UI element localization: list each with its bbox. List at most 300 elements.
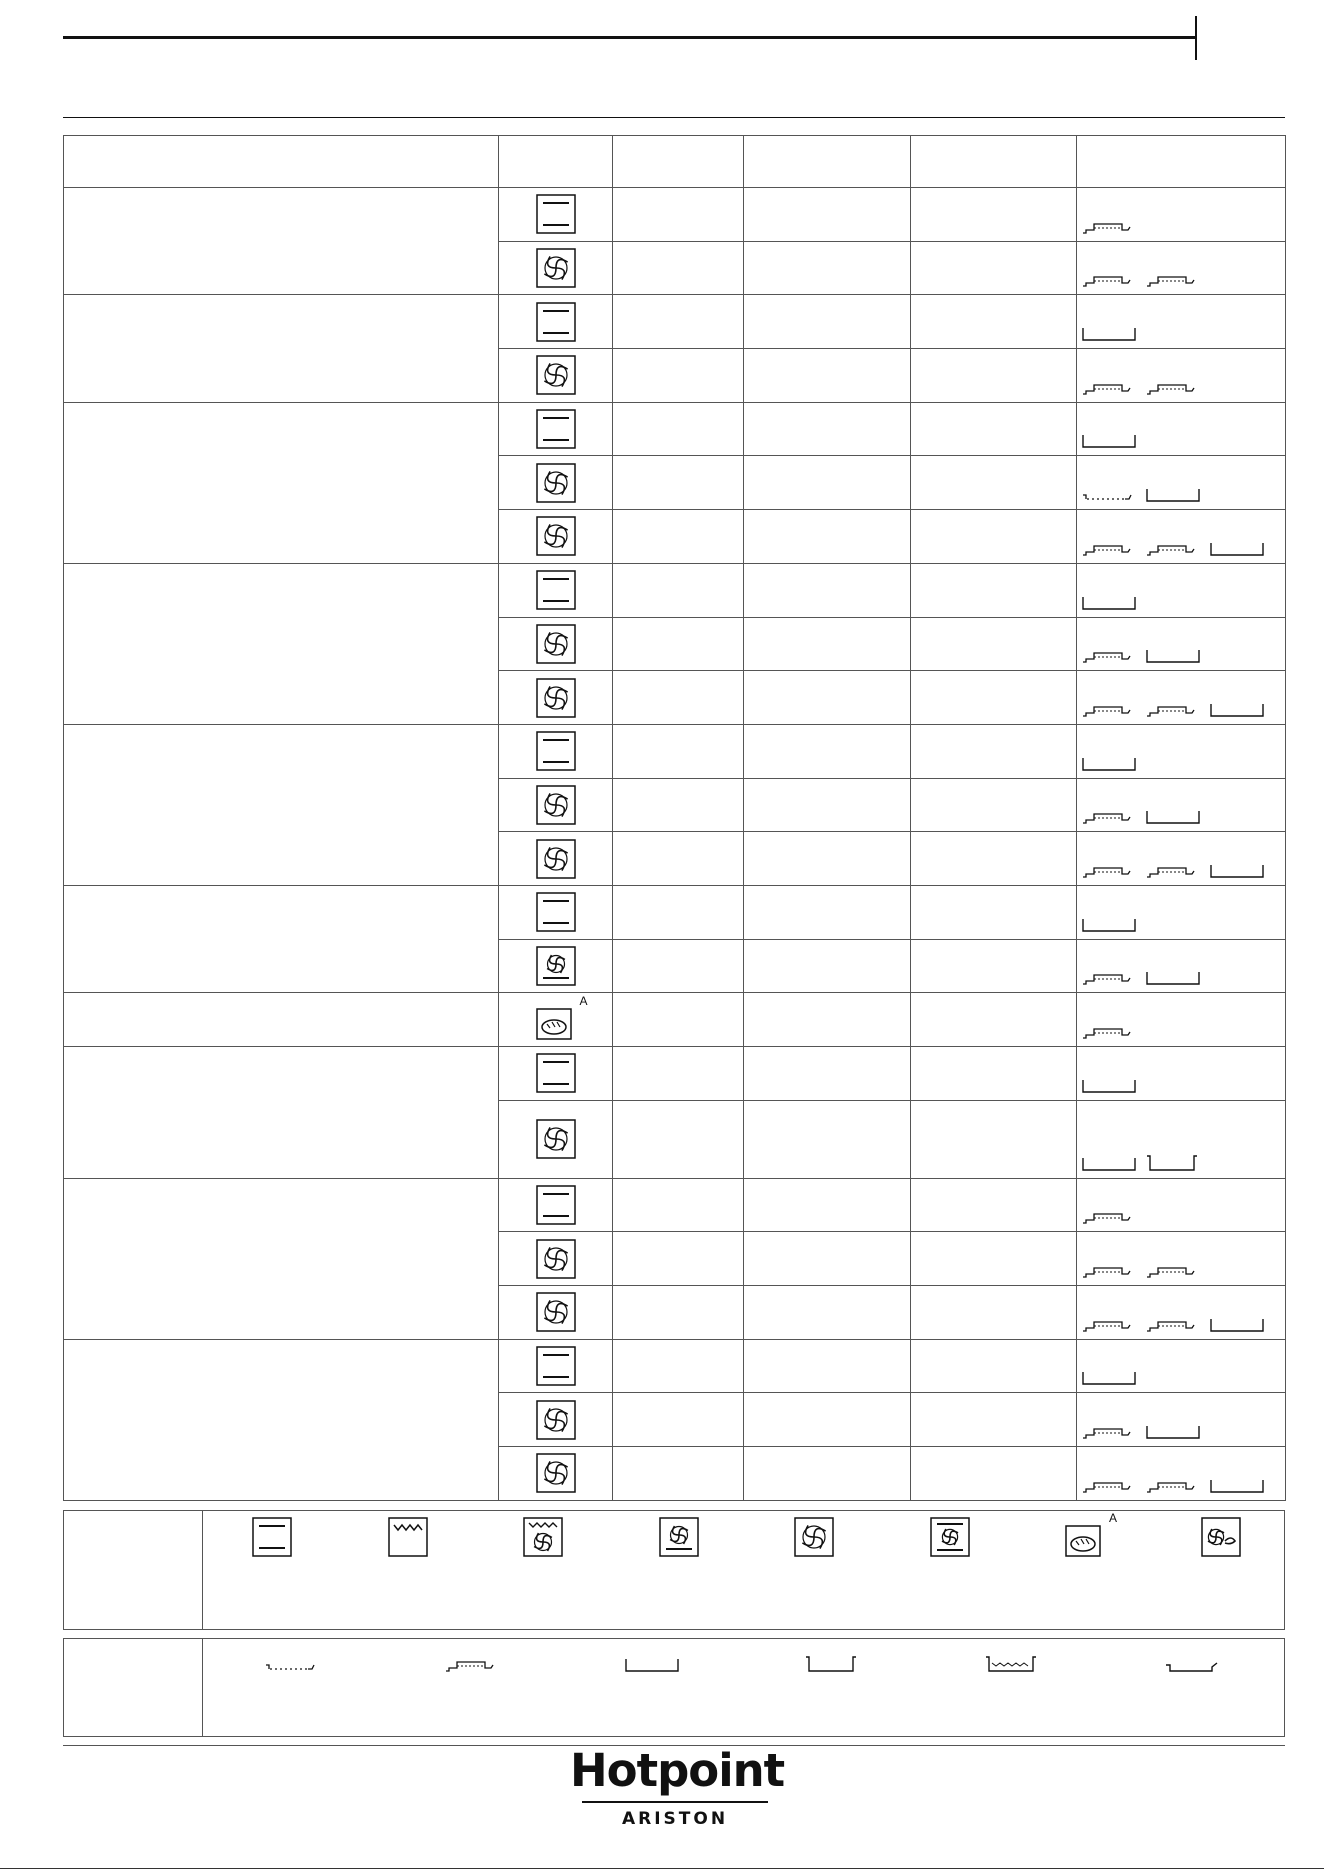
time-cell — [911, 402, 1077, 456]
top-rule-tick — [1195, 16, 1197, 60]
preheat-cell — [613, 832, 744, 886]
baking-tray-icon — [1081, 1074, 1137, 1096]
baking-tray-icon — [1209, 1313, 1265, 1335]
temperature-cell — [744, 1178, 911, 1232]
wire-shelf-tray-icon — [1081, 1020, 1137, 1042]
accessories-cell — [1077, 832, 1286, 886]
wire-shelf-tray-icon — [1081, 698, 1137, 720]
preheat-cell — [613, 563, 744, 617]
accessory-set — [1081, 1074, 1145, 1096]
fan-oven-icon — [536, 785, 576, 825]
accessories-cell — [1077, 1393, 1286, 1447]
legend-accessory-slot — [764, 1653, 900, 1713]
temperature-cell — [744, 724, 911, 778]
time-cell — [911, 456, 1077, 510]
wire-shelf-icon — [264, 1653, 320, 1675]
drip-tray-water-icon — [984, 1653, 1040, 1675]
preheat-cell — [613, 1447, 744, 1501]
accessory-set — [1081, 1020, 1145, 1042]
function-cell — [499, 724, 613, 778]
time-cell — [911, 724, 1077, 778]
baking-tray-icon — [1209, 1474, 1265, 1496]
accessory-set — [1081, 429, 1145, 451]
legend-accessory-slot — [584, 1653, 720, 1713]
accessories-legend — [63, 1638, 1285, 1737]
accessory-set — [1081, 268, 1209, 290]
baking-tray-icon — [1081, 1152, 1137, 1174]
function-icon-wrap — [536, 993, 588, 1040]
baking-tray-icon — [1145, 805, 1201, 827]
accessory-set — [1081, 698, 1273, 720]
function-cell — [499, 1339, 613, 1393]
table-row — [64, 1047, 1286, 1101]
wire-shelf-tray-icon — [1081, 859, 1137, 881]
baking-tray-icon — [1145, 966, 1201, 988]
temperature-cell — [744, 510, 911, 564]
function-cell — [499, 295, 613, 349]
temperature-cell — [744, 1339, 911, 1393]
section-rule — [63, 117, 1285, 118]
temperature-cell — [744, 778, 911, 832]
time-cell — [911, 1286, 1077, 1340]
time-cell — [911, 939, 1077, 993]
brand-sub: ARISTON — [621, 1809, 729, 1829]
wire-shelf-icon — [1081, 483, 1137, 505]
preheat-cell — [613, 241, 744, 295]
fan-oven-icon — [536, 1239, 576, 1279]
baking-tray-icon — [1081, 591, 1137, 613]
conventional-icon — [536, 302, 576, 342]
wire-shelf-tray-icon — [1145, 1474, 1201, 1496]
function-icon-wrap — [536, 1185, 576, 1225]
accessories-cell — [1077, 1178, 1286, 1232]
function-icon-wrap — [536, 1239, 576, 1279]
conventional-icon — [536, 1346, 576, 1386]
function-icon-wrap — [536, 946, 576, 986]
recipe-cell — [64, 402, 499, 563]
auto-badge: A — [579, 993, 588, 1008]
header-function — [499, 136, 613, 188]
accessories-cell — [1077, 939, 1286, 993]
temperature-cell — [744, 349, 911, 403]
accessory-set — [1081, 591, 1145, 613]
function-cell — [499, 1232, 613, 1286]
legend-function-slot — [611, 1517, 747, 1577]
table-row — [64, 1339, 1286, 1393]
time-cell — [911, 993, 1077, 1047]
fan-oven-icon — [536, 1292, 576, 1332]
preheat-cell — [613, 295, 744, 349]
temperature-cell — [744, 1100, 911, 1178]
bread-auto-icon — [536, 1000, 576, 1040]
accessory-set — [1081, 644, 1209, 666]
recipe-cell — [64, 993, 499, 1047]
accessories-legend-label-cell — [64, 1639, 203, 1736]
preheat-cell — [613, 724, 744, 778]
preheat-cell — [613, 349, 744, 403]
preheat-cell — [613, 671, 744, 725]
temperature-cell — [744, 617, 911, 671]
wire-shelf-tray-icon — [1081, 1474, 1137, 1496]
brand-logo — [570, 1744, 785, 1829]
preheat-cell — [613, 188, 744, 242]
function-cell — [499, 349, 613, 403]
function-icon-wrap — [536, 302, 576, 342]
function-icon-wrap — [536, 516, 576, 556]
baking-tray-icon — [1145, 644, 1201, 666]
cooking-table — [63, 135, 1286, 1501]
baking-tray-icon — [1081, 429, 1137, 451]
function-cell — [499, 563, 613, 617]
time-cell — [911, 349, 1077, 403]
legend-function-slot — [1153, 1517, 1289, 1577]
recipe-cell — [64, 885, 499, 992]
temperature-cell — [744, 241, 911, 295]
wire-shelf-tray-icon — [1081, 966, 1137, 988]
table-body — [64, 188, 1286, 1501]
accessories-cell — [1077, 724, 1286, 778]
time-cell — [911, 885, 1077, 939]
preheat-cell — [613, 456, 744, 510]
wire-shelf-tray-icon — [1081, 1205, 1137, 1227]
baking-tray-icon — [1081, 752, 1137, 774]
function-cell — [499, 402, 613, 456]
accessories-cell — [1077, 349, 1286, 403]
accessory-set — [1081, 1152, 1209, 1174]
header-temperature — [744, 136, 911, 188]
recipe-cell — [64, 188, 499, 295]
accessories-cell — [1077, 402, 1286, 456]
temperature-cell — [744, 1286, 911, 1340]
accessory-set — [1081, 1259, 1209, 1281]
baking-tray-icon — [1145, 483, 1201, 505]
function-icon-wrap — [536, 355, 576, 395]
legend-function-slot — [204, 1517, 340, 1577]
preheat-cell — [613, 510, 744, 564]
fan-oven-icon — [536, 1453, 576, 1493]
function-cell — [499, 671, 613, 725]
table-row — [64, 188, 1286, 242]
wire-shelf-tray-icon — [1145, 1313, 1201, 1335]
temperature-cell — [744, 1232, 911, 1286]
time-cell — [911, 1232, 1077, 1286]
time-cell — [911, 1047, 1077, 1101]
function-cell — [499, 1393, 613, 1447]
functions-legend-label-cell — [64, 1511, 203, 1629]
accessories-cell — [1077, 456, 1286, 510]
accessories-cell — [1077, 885, 1286, 939]
wire-shelf-tray-icon — [1081, 1313, 1137, 1335]
temperature-cell — [744, 295, 911, 349]
preheat-cell — [613, 1232, 744, 1286]
deep-pan-icon — [804, 1653, 860, 1675]
accessories-cell — [1077, 993, 1286, 1047]
preheat-cell — [613, 885, 744, 939]
accessory-set — [1081, 215, 1145, 237]
wire-shelf-tray-icon — [1145, 859, 1201, 881]
fan-oven-icon — [536, 678, 576, 718]
function-cell — [499, 617, 613, 671]
function-icon-wrap — [536, 678, 576, 718]
time-cell — [911, 1447, 1077, 1501]
time-cell — [911, 563, 1077, 617]
time-cell — [911, 1178, 1077, 1232]
function-cell — [499, 993, 613, 1047]
eco-fan-icon — [1201, 1517, 1241, 1557]
accessories-cell — [1077, 1232, 1286, 1286]
accessories-cell — [1077, 1100, 1286, 1178]
wire-shelf-tray-icon — [1145, 537, 1201, 559]
wire-shelf-tray-icon — [1145, 376, 1201, 398]
time-cell — [911, 617, 1077, 671]
function-icon-wrap — [536, 839, 576, 879]
header-recipe — [64, 136, 499, 188]
function-icon-wrap — [536, 1346, 576, 1386]
function-icon-wrap — [536, 1453, 576, 1493]
recipe-cell — [64, 1178, 499, 1339]
table-row — [64, 724, 1286, 778]
preheat-cell — [613, 1393, 744, 1447]
function-cell — [499, 510, 613, 564]
recipe-cell — [64, 1339, 499, 1500]
function-icon-wrap — [536, 1292, 576, 1332]
accessories-cell — [1077, 778, 1286, 832]
accessory-set — [1081, 1205, 1145, 1227]
preheat-cell — [613, 1178, 744, 1232]
table-header — [64, 136, 1286, 188]
function-cell — [499, 1178, 613, 1232]
legend-function-slot — [882, 1517, 1018, 1577]
wire-shelf-tray-icon — [1081, 644, 1137, 666]
baking-tray-icon — [1209, 698, 1265, 720]
conventional-icon — [536, 1053, 576, 1093]
wire-shelf-tray-icon — [1081, 1420, 1137, 1442]
time-cell — [911, 671, 1077, 725]
baking-tray-icon — [1081, 913, 1137, 935]
fan-grill-icon — [523, 1517, 563, 1557]
temperature-cell — [744, 402, 911, 456]
function-icon-wrap — [536, 624, 576, 664]
temperature-cell — [744, 456, 911, 510]
preheat-cell — [613, 617, 744, 671]
temperature-cell — [744, 1393, 911, 1447]
table-row — [64, 295, 1286, 349]
preheat-cell — [613, 993, 744, 1047]
accessory-set — [1081, 1313, 1273, 1335]
wire-shelf-tray-icon — [1081, 376, 1137, 398]
fan-oven-icon — [536, 248, 576, 288]
function-cell — [499, 456, 613, 510]
function-cell — [499, 1447, 613, 1501]
function-cell — [499, 939, 613, 993]
conventional-icon — [536, 1185, 576, 1225]
conventional-icon — [536, 892, 576, 932]
function-icon-wrap — [536, 785, 576, 825]
temperature-cell — [744, 885, 911, 939]
legend-accessory-slot — [1124, 1653, 1260, 1713]
brand-name: Hotpoint — [570, 1744, 785, 1797]
accessory-set — [1081, 376, 1209, 398]
accessories-cell — [1077, 671, 1286, 725]
function-cell — [499, 1047, 613, 1101]
temperature-cell — [744, 1047, 911, 1101]
deep-pan-icon — [1145, 1152, 1201, 1174]
functions-legend — [63, 1510, 1285, 1630]
grill-icon — [388, 1517, 428, 1557]
header-time — [911, 136, 1077, 188]
preheat-cell — [613, 1047, 744, 1101]
accessory-set — [1081, 859, 1273, 881]
baking-tray-icon — [1209, 859, 1265, 881]
wire-shelf-tray-icon — [1081, 268, 1137, 290]
temperature-cell — [744, 188, 911, 242]
time-cell — [911, 1100, 1077, 1178]
accessories-cell — [1077, 510, 1286, 564]
fan-oven-icon — [536, 355, 576, 395]
fan-oven-icon — [536, 463, 576, 503]
function-cell — [499, 832, 613, 886]
shallow-pan-icon — [1164, 1653, 1220, 1675]
temperature-cell — [744, 1447, 911, 1501]
accessory-set — [1081, 483, 1209, 505]
fan-oven-icon — [536, 516, 576, 556]
accessories-cell — [1077, 1286, 1286, 1340]
function-cell — [499, 778, 613, 832]
accessories-cell — [1077, 295, 1286, 349]
bottom-fan-icon — [536, 946, 576, 986]
function-icon-wrap — [536, 1400, 576, 1440]
function-cell — [499, 885, 613, 939]
function-icon-wrap — [536, 248, 576, 288]
accessory-set — [1081, 537, 1273, 559]
accessories-cell — [1077, 1447, 1286, 1501]
wire-shelf-tray-icon — [1081, 805, 1137, 827]
recipe-cell — [64, 724, 499, 885]
function-cell — [499, 188, 613, 242]
accessory-set — [1081, 805, 1209, 827]
table-row — [64, 402, 1286, 456]
accessories-cell — [1077, 241, 1286, 295]
function-icon-wrap — [536, 1053, 576, 1093]
accessories-cell — [1077, 1047, 1286, 1101]
preheat-cell — [613, 939, 744, 993]
fan-oven-icon — [536, 839, 576, 879]
function-icon-wrap — [536, 570, 576, 610]
legend-accessory-slot — [944, 1653, 1080, 1713]
function-icon-wrap — [536, 409, 576, 449]
wire-shelf-tray-icon — [1145, 1259, 1201, 1281]
temperature-cell — [744, 671, 911, 725]
time-cell — [911, 510, 1077, 564]
table-row — [64, 993, 1286, 1047]
bottom-rule — [0, 1868, 1324, 1869]
wire-shelf-tray-icon — [1081, 1259, 1137, 1281]
auto-badge: A — [1108, 1511, 1117, 1525]
accessory-set — [1081, 752, 1145, 774]
top-rule — [63, 36, 1195, 39]
legend-function-slot — [340, 1517, 476, 1577]
wire-shelf-tray-icon — [444, 1653, 500, 1675]
baking-tray-icon — [624, 1653, 680, 1675]
fan-oven-icon — [536, 1119, 576, 1159]
accessory-set — [1081, 966, 1209, 988]
bottom-fan-icon — [659, 1517, 699, 1557]
accessory-set — [1081, 1474, 1273, 1496]
header-preheat — [613, 136, 744, 188]
wire-shelf-tray-icon — [1081, 215, 1137, 237]
function-icon-wrap — [536, 463, 576, 503]
wire-shelf-tray-icon — [1145, 268, 1201, 290]
brand-divider — [582, 1801, 768, 1803]
conventional-icon — [252, 1517, 292, 1557]
function-icon-wrap — [536, 1119, 576, 1159]
fan-oven-icon — [794, 1517, 834, 1557]
time-cell — [911, 188, 1077, 242]
table-row — [64, 885, 1286, 939]
time-cell — [911, 832, 1077, 886]
function-icon-wrap — [536, 731, 576, 771]
temperature-cell — [744, 939, 911, 993]
time-cell — [911, 1339, 1077, 1393]
conventional-icon — [536, 570, 576, 610]
fan-oven-icon — [536, 1400, 576, 1440]
recipe-cell — [64, 295, 499, 402]
baking-tray-icon — [1209, 537, 1265, 559]
baking-tray-icon — [1145, 1420, 1201, 1442]
function-cell — [499, 1286, 613, 1340]
legend-function-slot — [1017, 1511, 1153, 1577]
legend-accessory-slot — [224, 1653, 360, 1713]
preheat-cell — [613, 1100, 744, 1178]
time-cell — [911, 778, 1077, 832]
time-cell — [911, 1393, 1077, 1447]
wire-shelf-tray-icon — [1145, 698, 1201, 720]
header-accessories — [1077, 136, 1286, 188]
legend-function-slot — [475, 1517, 611, 1577]
temperature-cell — [744, 993, 911, 1047]
legend-function-slot — [746, 1517, 882, 1577]
preheat-cell — [613, 1339, 744, 1393]
recipe-cell — [64, 563, 499, 724]
accessory-set — [1081, 322, 1145, 344]
accessories-cell — [1077, 188, 1286, 242]
function-cell — [499, 1100, 613, 1178]
fan-oven-icon — [536, 624, 576, 664]
time-cell — [911, 295, 1077, 349]
accessories-cell — [1077, 563, 1286, 617]
accessories-cell — [1077, 1339, 1286, 1393]
accessory-set — [1081, 913, 1145, 935]
conventional-icon — [536, 194, 576, 234]
conventional-icon — [536, 409, 576, 449]
preheat-cell — [613, 402, 744, 456]
accessories-cell — [1077, 617, 1286, 671]
preheat-cell — [613, 1286, 744, 1340]
table-row — [64, 563, 1286, 617]
temperature-cell — [744, 832, 911, 886]
function-icon-wrap — [536, 892, 576, 932]
bread-auto-icon — [1065, 1517, 1105, 1557]
conventional-icon — [536, 731, 576, 771]
function-icon-wrap — [536, 194, 576, 234]
table-row — [64, 1178, 1286, 1232]
accessory-set — [1081, 1420, 1209, 1442]
top-bottom-fan-icon — [930, 1517, 970, 1557]
accessory-set — [1081, 1366, 1145, 1388]
recipe-cell — [64, 1047, 499, 1179]
time-cell — [911, 241, 1077, 295]
wire-shelf-tray-icon — [1081, 537, 1137, 559]
